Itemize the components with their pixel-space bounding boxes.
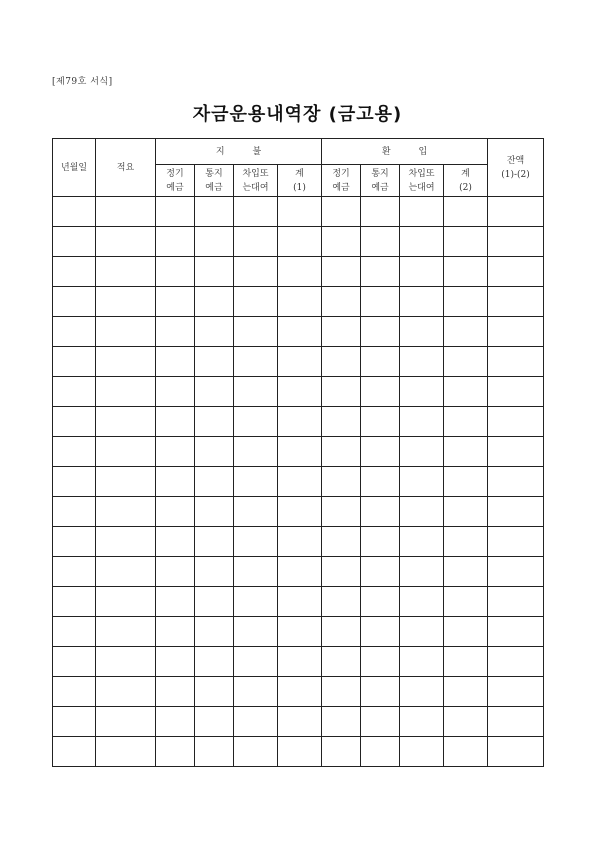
header-return-notice-deposit: 통지 예금 (361, 165, 400, 197)
table-cell[interactable] (278, 527, 322, 557)
table-cell[interactable] (96, 437, 156, 467)
table-cell[interactable] (400, 587, 444, 617)
table-cell[interactable] (53, 497, 96, 527)
table-cell[interactable] (322, 437, 361, 467)
table-cell[interactable] (195, 467, 234, 497)
table-cell[interactable] (322, 347, 361, 377)
table-cell[interactable] (156, 587, 195, 617)
table-cell[interactable] (444, 737, 488, 767)
table-cell[interactable] (156, 497, 195, 527)
table-cell[interactable] (361, 737, 400, 767)
table-cell[interactable] (278, 617, 322, 647)
header-payment-group (156, 139, 322, 165)
table-cell[interactable] (444, 197, 488, 227)
table-cell[interactable] (234, 557, 278, 587)
table-cell[interactable] (322, 707, 361, 737)
table-cell[interactable] (488, 347, 544, 377)
table-cell[interactable] (96, 557, 156, 587)
table-cell[interactable] (156, 257, 195, 287)
table-cell[interactable] (234, 497, 278, 527)
table-cell[interactable] (195, 707, 234, 737)
table-cell[interactable] (444, 347, 488, 377)
table-cell[interactable] (53, 527, 96, 557)
header-return-group (322, 139, 488, 165)
table-cell[interactable] (53, 647, 96, 677)
table-cell[interactable] (195, 287, 234, 317)
table-cell[interactable] (53, 737, 96, 767)
table-cell[interactable] (195, 347, 234, 377)
table-cell[interactable] (278, 197, 322, 227)
table-cell[interactable] (195, 617, 234, 647)
table-cell[interactable] (234, 437, 278, 467)
table-cell[interactable] (156, 287, 195, 317)
table-cell[interactable] (96, 467, 156, 497)
table-cell[interactable] (361, 677, 400, 707)
table-cell[interactable] (234, 347, 278, 377)
table-cell[interactable] (278, 317, 322, 347)
header-return-loan: 차입또 는대여 (400, 165, 444, 197)
table-cell[interactable] (278, 707, 322, 737)
table-cell[interactable] (322, 497, 361, 527)
table-cell[interactable] (195, 197, 234, 227)
table-cell[interactable] (444, 527, 488, 557)
table-cell[interactable] (361, 557, 400, 587)
table-cell[interactable] (322, 617, 361, 647)
table-cell[interactable] (322, 527, 361, 557)
table-cell[interactable] (195, 317, 234, 347)
table-cell[interactable] (96, 737, 156, 767)
table-cell[interactable] (488, 737, 544, 767)
table-cell[interactable] (322, 737, 361, 767)
table-cell[interactable] (400, 197, 444, 227)
header-balance (488, 139, 544, 197)
table-cell[interactable] (53, 557, 96, 587)
table-cell[interactable] (361, 257, 400, 287)
table-cell[interactable] (488, 197, 544, 227)
table-cell[interactable] (156, 227, 195, 257)
table-cell[interactable] (278, 557, 322, 587)
table-cell[interactable] (195, 557, 234, 587)
header-balance-line1: 잔액 (506, 155, 525, 166)
table-cell[interactable] (234, 227, 278, 257)
table-cell[interactable] (96, 707, 156, 737)
table-cell[interactable] (195, 497, 234, 527)
table-cell[interactable] (444, 647, 488, 677)
table-cell[interactable] (234, 407, 278, 437)
table-cell[interactable] (361, 647, 400, 677)
table-row (53, 647, 544, 677)
header-summary: 적요 (96, 139, 156, 197)
table-cell[interactable] (96, 527, 156, 557)
table-cell[interactable] (361, 437, 400, 467)
table-cell[interactable] (234, 257, 278, 287)
table-cell[interactable] (53, 317, 96, 347)
header-return-label: 환입 (381, 146, 456, 157)
table-cell[interactable] (400, 557, 444, 587)
table-cell[interactable] (156, 347, 195, 377)
table-cell[interactable] (488, 677, 544, 707)
table-cell[interactable] (234, 527, 278, 557)
table-cell[interactable] (96, 497, 156, 527)
table-cell[interactable] (195, 257, 234, 287)
table-cell[interactable] (361, 707, 400, 737)
table-cell[interactable] (400, 467, 444, 497)
table-cell[interactable] (322, 407, 361, 437)
table-cell[interactable] (322, 677, 361, 707)
table-cell[interactable] (156, 617, 195, 647)
table-row (53, 407, 544, 437)
table-cell[interactable] (53, 617, 96, 647)
table-cell[interactable] (278, 377, 322, 407)
table-cell[interactable] (96, 227, 156, 257)
table-cell[interactable] (53, 347, 96, 377)
table-cell[interactable] (156, 437, 195, 467)
table-cell[interactable] (322, 287, 361, 317)
table-cell[interactable] (400, 497, 444, 527)
table-cell[interactable] (400, 377, 444, 407)
table-cell[interactable] (156, 707, 195, 737)
table-cell[interactable] (444, 317, 488, 347)
table-cell[interactable] (444, 467, 488, 497)
table-row (53, 437, 544, 467)
table-cell[interactable] (488, 647, 544, 677)
table-cell[interactable] (400, 677, 444, 707)
table-cell[interactable] (278, 737, 322, 767)
table-cell[interactable] (400, 227, 444, 257)
table-cell[interactable] (96, 347, 156, 377)
table-cell[interactable] (361, 617, 400, 647)
table-cell[interactable] (488, 407, 544, 437)
table-cell[interactable] (400, 647, 444, 677)
table-cell[interactable] (322, 227, 361, 257)
ledger-table (52, 138, 544, 767)
table-cell[interactable] (488, 707, 544, 737)
table-cell[interactable] (400, 347, 444, 377)
table-cell[interactable] (488, 437, 544, 467)
table-cell[interactable] (234, 287, 278, 317)
table-cell[interactable] (488, 527, 544, 557)
table-cell[interactable] (195, 407, 234, 437)
header-payment-total: 계 (1) (278, 165, 322, 197)
table-cell[interactable] (278, 647, 322, 677)
table-cell[interactable] (234, 737, 278, 767)
table-cell[interactable] (444, 407, 488, 437)
table-cell[interactable] (444, 587, 488, 617)
table-cell[interactable] (400, 257, 444, 287)
table-cell[interactable] (322, 197, 361, 227)
table-cell[interactable] (53, 407, 96, 437)
table-cell[interactable] (361, 587, 400, 617)
table-cell[interactable] (322, 467, 361, 497)
table-cell[interactable] (322, 377, 361, 407)
table-cell[interactable] (278, 227, 322, 257)
table-cell[interactable] (488, 557, 544, 587)
table-cell[interactable] (234, 587, 278, 617)
table-row (53, 347, 544, 377)
table-cell[interactable] (53, 467, 96, 497)
table-row (53, 587, 544, 617)
table-cell[interactable] (156, 647, 195, 677)
table-cell[interactable] (234, 197, 278, 227)
table-cell[interactable] (53, 257, 96, 287)
table-cell[interactable] (156, 677, 195, 707)
table-cell[interactable] (444, 707, 488, 737)
table-row (53, 197, 544, 227)
table-cell[interactable] (322, 647, 361, 677)
table-row (53, 557, 544, 587)
table-cell[interactable] (156, 197, 195, 227)
table-cell[interactable] (96, 587, 156, 617)
table-cell[interactable] (444, 227, 488, 257)
table-cell[interactable] (234, 317, 278, 347)
table-cell[interactable] (444, 377, 488, 407)
document-title: 자금운용내역장 (금고용) (192, 104, 403, 125)
table-row (53, 707, 544, 737)
table-cell[interactable] (400, 527, 444, 557)
header-payment-notice-deposit: 통지 예금 (195, 165, 234, 197)
table-cell[interactable] (53, 377, 96, 407)
table-cell[interactable] (444, 557, 488, 587)
table-cell[interactable] (444, 287, 488, 317)
table-cell[interactable] (195, 587, 234, 617)
header-date: 년월일 (53, 139, 96, 197)
table-cell[interactable] (96, 677, 156, 707)
table-cell[interactable] (488, 377, 544, 407)
table-cell[interactable] (400, 287, 444, 317)
table-cell[interactable] (195, 677, 234, 707)
ledger-body (53, 197, 544, 767)
table-cell[interactable] (96, 617, 156, 647)
table-cell[interactable] (361, 497, 400, 527)
table-cell[interactable] (53, 707, 96, 737)
table-cell[interactable] (488, 467, 544, 497)
table-cell[interactable] (400, 737, 444, 767)
table-cell[interactable] (361, 467, 400, 497)
table-cell[interactable] (400, 437, 444, 467)
table-cell[interactable] (156, 377, 195, 407)
table-cell[interactable] (488, 317, 544, 347)
table-cell[interactable] (53, 677, 96, 707)
header-balance-line2: (1)-(2) (501, 169, 530, 180)
table-cell[interactable] (488, 587, 544, 617)
table-row (53, 737, 544, 767)
table-cell[interactable] (96, 647, 156, 677)
table-cell[interactable] (195, 377, 234, 407)
table-cell[interactable] (156, 317, 195, 347)
table-cell[interactable] (53, 197, 96, 227)
table-cell[interactable] (195, 737, 234, 767)
table-row (53, 227, 544, 257)
table-cell[interactable] (488, 287, 544, 317)
table-cell[interactable] (53, 287, 96, 317)
table-cell[interactable] (278, 587, 322, 617)
table-cell[interactable] (400, 317, 444, 347)
table-cell[interactable] (322, 257, 361, 287)
table-cell[interactable] (96, 407, 156, 437)
table-row (53, 527, 544, 557)
table-cell[interactable] (234, 377, 278, 407)
table-cell[interactable] (53, 587, 96, 617)
table-cell[interactable] (278, 407, 322, 437)
table-cell[interactable] (444, 257, 488, 287)
form-number: [제79호 서식] (52, 77, 113, 87)
header-return-fixed-deposit: 정기 예금 (322, 165, 361, 197)
table-cell[interactable] (322, 557, 361, 587)
table-row (53, 677, 544, 707)
table-cell[interactable] (488, 497, 544, 527)
table-cell[interactable] (234, 617, 278, 647)
table-cell[interactable] (322, 587, 361, 617)
table-cell[interactable] (400, 407, 444, 437)
table-row (53, 497, 544, 527)
table-cell[interactable] (361, 347, 400, 377)
table-cell[interactable] (195, 527, 234, 557)
table-cell[interactable] (96, 317, 156, 347)
header-return-total: 계 (2) (444, 165, 488, 197)
table-cell[interactable] (195, 227, 234, 257)
table-cell[interactable] (278, 347, 322, 377)
table-cell[interactable] (156, 467, 195, 497)
table-row (53, 467, 544, 497)
table-cell[interactable] (96, 257, 156, 287)
table-cell[interactable] (361, 197, 400, 227)
table-cell[interactable] (53, 437, 96, 467)
table-row (53, 317, 544, 347)
table-row (53, 617, 544, 647)
table-cell[interactable] (278, 497, 322, 527)
table-cell[interactable] (444, 677, 488, 707)
table-cell[interactable] (278, 257, 322, 287)
table-cell[interactable] (195, 647, 234, 677)
table-cell[interactable] (96, 197, 156, 227)
table-cell[interactable] (234, 677, 278, 707)
table-cell[interactable] (278, 437, 322, 467)
table-cell[interactable] (278, 287, 322, 317)
table-cell[interactable] (361, 317, 400, 347)
header-payment-loan: 차입또 는대여 (234, 165, 278, 197)
header-payment-label: 지불 (215, 146, 290, 157)
table-cell[interactable] (96, 377, 156, 407)
table-cell[interactable] (444, 497, 488, 527)
header-payment-fixed-deposit: 정기 예금 (156, 165, 195, 197)
table-cell[interactable] (361, 287, 400, 317)
table-cell[interactable] (234, 647, 278, 677)
table-cell[interactable] (234, 707, 278, 737)
table-row (53, 377, 544, 407)
table-cell[interactable] (195, 437, 234, 467)
table-cell[interactable] (156, 407, 195, 437)
table-cell[interactable] (488, 257, 544, 287)
table-cell[interactable] (234, 467, 278, 497)
table-cell[interactable] (156, 737, 195, 767)
table-cell[interactable] (400, 617, 444, 647)
table-cell[interactable] (322, 317, 361, 347)
table-cell[interactable] (156, 557, 195, 587)
table-cell[interactable] (96, 287, 156, 317)
table-row (53, 257, 544, 287)
table-cell[interactable] (278, 467, 322, 497)
table-cell[interactable] (156, 527, 195, 557)
table-cell[interactable] (361, 407, 400, 437)
table-row (53, 287, 544, 317)
table-cell[interactable] (400, 707, 444, 737)
table-cell[interactable] (53, 227, 96, 257)
table-cell[interactable] (361, 227, 400, 257)
table-cell[interactable] (444, 617, 488, 647)
table-cell[interactable] (361, 527, 400, 557)
table-cell[interactable] (444, 437, 488, 467)
table-cell[interactable] (488, 617, 544, 647)
table-cell[interactable] (488, 227, 544, 257)
table-cell[interactable] (278, 677, 322, 707)
table-cell[interactable] (361, 377, 400, 407)
